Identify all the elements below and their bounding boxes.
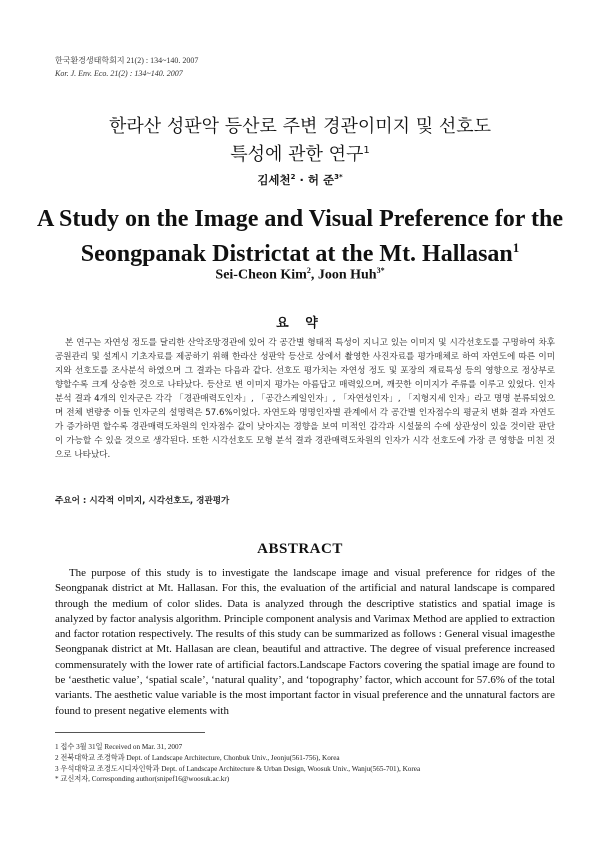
korean-author-2: 허 준 — [307, 173, 335, 187]
korean-authors — [0, 172, 600, 188]
korean-title-footnote-mark: 1 — [363, 145, 370, 156]
english-authors — [0, 266, 600, 284]
keywords-label: 주요어 : — [55, 496, 90, 506]
korean-title-line2 — [0, 139, 600, 167]
english-abstract-body: The purpose of this study is to investigate the landscape image and visual preference for ridges of the Seongpanak district at Mt. Hallasan. For this, the evaluation of the artificial and natural landscape is compared through the medium of color slides. Data is analyzed through the descriptive statistics and spatial image is analyzed by factor analysis algorithm. Principle component analysis and Varimax Method are applied to extraction and factor rotation respectively. The results of this study can be summarized as follows : General visual imagesthe Seongpanak district at Mt. Hallasan are clean, beautiful and attractive. The degree of visual preference increased commensurately with the lower rate of artificial factors.Landscape Factors covering the spatial image are found to be ‘aesthetic value’, ‘spatial scale’, ‘natural quality’, and ‘topography’ factor, which account for 57.6% of the total variants. The aesthetic value variable is the most important factor in visual preference and the unnatural factors are found to present negative elements with — [55, 567, 555, 717]
english-title-line2 — [0, 233, 600, 269]
korean-abstract-heading: 요 약 — [276, 316, 324, 331]
footnote-affiliation-2: 3 우석대학교 조경도시디자인학과 Dept. of Landscape Architecture & Urban Design, Woosuk Univ., Wanju(565-701), Korea — [55, 764, 421, 773]
journal-header — [55, 54, 198, 80]
journal-citation-korean: 한국환경생태학회지 21(2) : 134~140. 2007 — [55, 56, 199, 65]
english-author-separator: , — [310, 267, 318, 283]
korean-author-1-mark: 2 — [290, 173, 296, 182]
keywords — [55, 494, 555, 506]
korean-author-1: 김세천 — [257, 173, 291, 187]
korean-title-line1: 한라산 성판악 등산로 주변 경관이미지 및 선호도 — [108, 116, 492, 137]
english-abstract-heading: ABSTRACT — [257, 541, 343, 557]
english-title-footnote-mark: 1 — [512, 240, 520, 255]
footnote-divider — [55, 732, 205, 733]
english-author-2-mark: 3* — [376, 266, 385, 275]
footnote-received: 1 접수 3월 31일 Received on Mar. 31, 2007 — [55, 743, 183, 751]
english-title-line2-text: Seongpanak Districtat at the Mt. Hallasan — [80, 241, 513, 267]
korean-abstract-body: 본 연구는 자연성 정도를 달리한 산악조망경관에 있어 각 공간별 형태적 특성이 지니고 있는 이미지 및 시각선호도를 구명하여 차후 공원관리 및 설계시 기초자료를 제공하기 위해 한라산 성판악 등산로 상에서 촬영한 사진자료를 평가매체로 하여 자연도에 따른 이미지와 선호도를 조사분석 하였으며 그 결과는 다음과 같다. 선호도 평가치는 자연성 정도 및 포장의 재료특성 등의 영향으로 정상부로 향할수록 크게 상승한 것으로 나타났다. 등산로 변 이미지 평가는 아름답고 매력있으며, 깨끗한 이미지가 주류를 이루고 있었다. 인자분석 결과 4개의 인자군은 각각 「경관매력도인자」, 「공간스케일인자」, 「자연성인자」, 「지형지세 인자」라고 명명 분류되었으며 전체 변량중 이들 인자군의 설명력은 57.6%이었다. 자연도와 명명인자별 관계에서 각 공간별 인자점수의 평균치 변화 결과 자연도가 증가하면 할수록 경관매력도차원의 인자점수 값이 낮아지는 경향을 보여 미적인 감각과 시설물의 수에 상관성이 있을 것이란 판단이 가능할 수 있을 것으로 생각된다. 또한 시각선호도 모형 분석 결과 경관매력도차원의 인자가 시각 선호도에 가장 큰 영향을 미친 것으로 나타났다. — [55, 338, 555, 460]
footnotes — [55, 742, 565, 785]
korean-title-line2-text: 특성에 관한 연구 — [230, 144, 364, 165]
english-title-line1: A Study on the Image and Visual Preference for the — [37, 206, 563, 232]
english-author-1-mark: 2 — [306, 266, 311, 275]
journal-citation-english: Kor. J. Env. Eco. 21(2) : 134~140. 2007 — [55, 69, 183, 78]
keywords-text: 시각적 이미지, 시각선호도, 경관평가 — [89, 496, 230, 506]
footnote-affiliation-1: 2 전북대학교 조경학과 Dept. of Landscape Architecture, Chonbuk Univ., Jeonju(561-756), Korea — [55, 753, 340, 762]
english-author-1: Sei-Cheon Kim — [215, 267, 307, 283]
korean-author-2-mark: 3* — [334, 173, 343, 182]
footnote-corresponding: * 교신저자, Corresponding author(snipef16@woosuk.ac.kr) — [55, 775, 230, 784]
english-author-2: Joon Huh — [317, 267, 377, 283]
korean-author-separator: · — [295, 173, 308, 187]
